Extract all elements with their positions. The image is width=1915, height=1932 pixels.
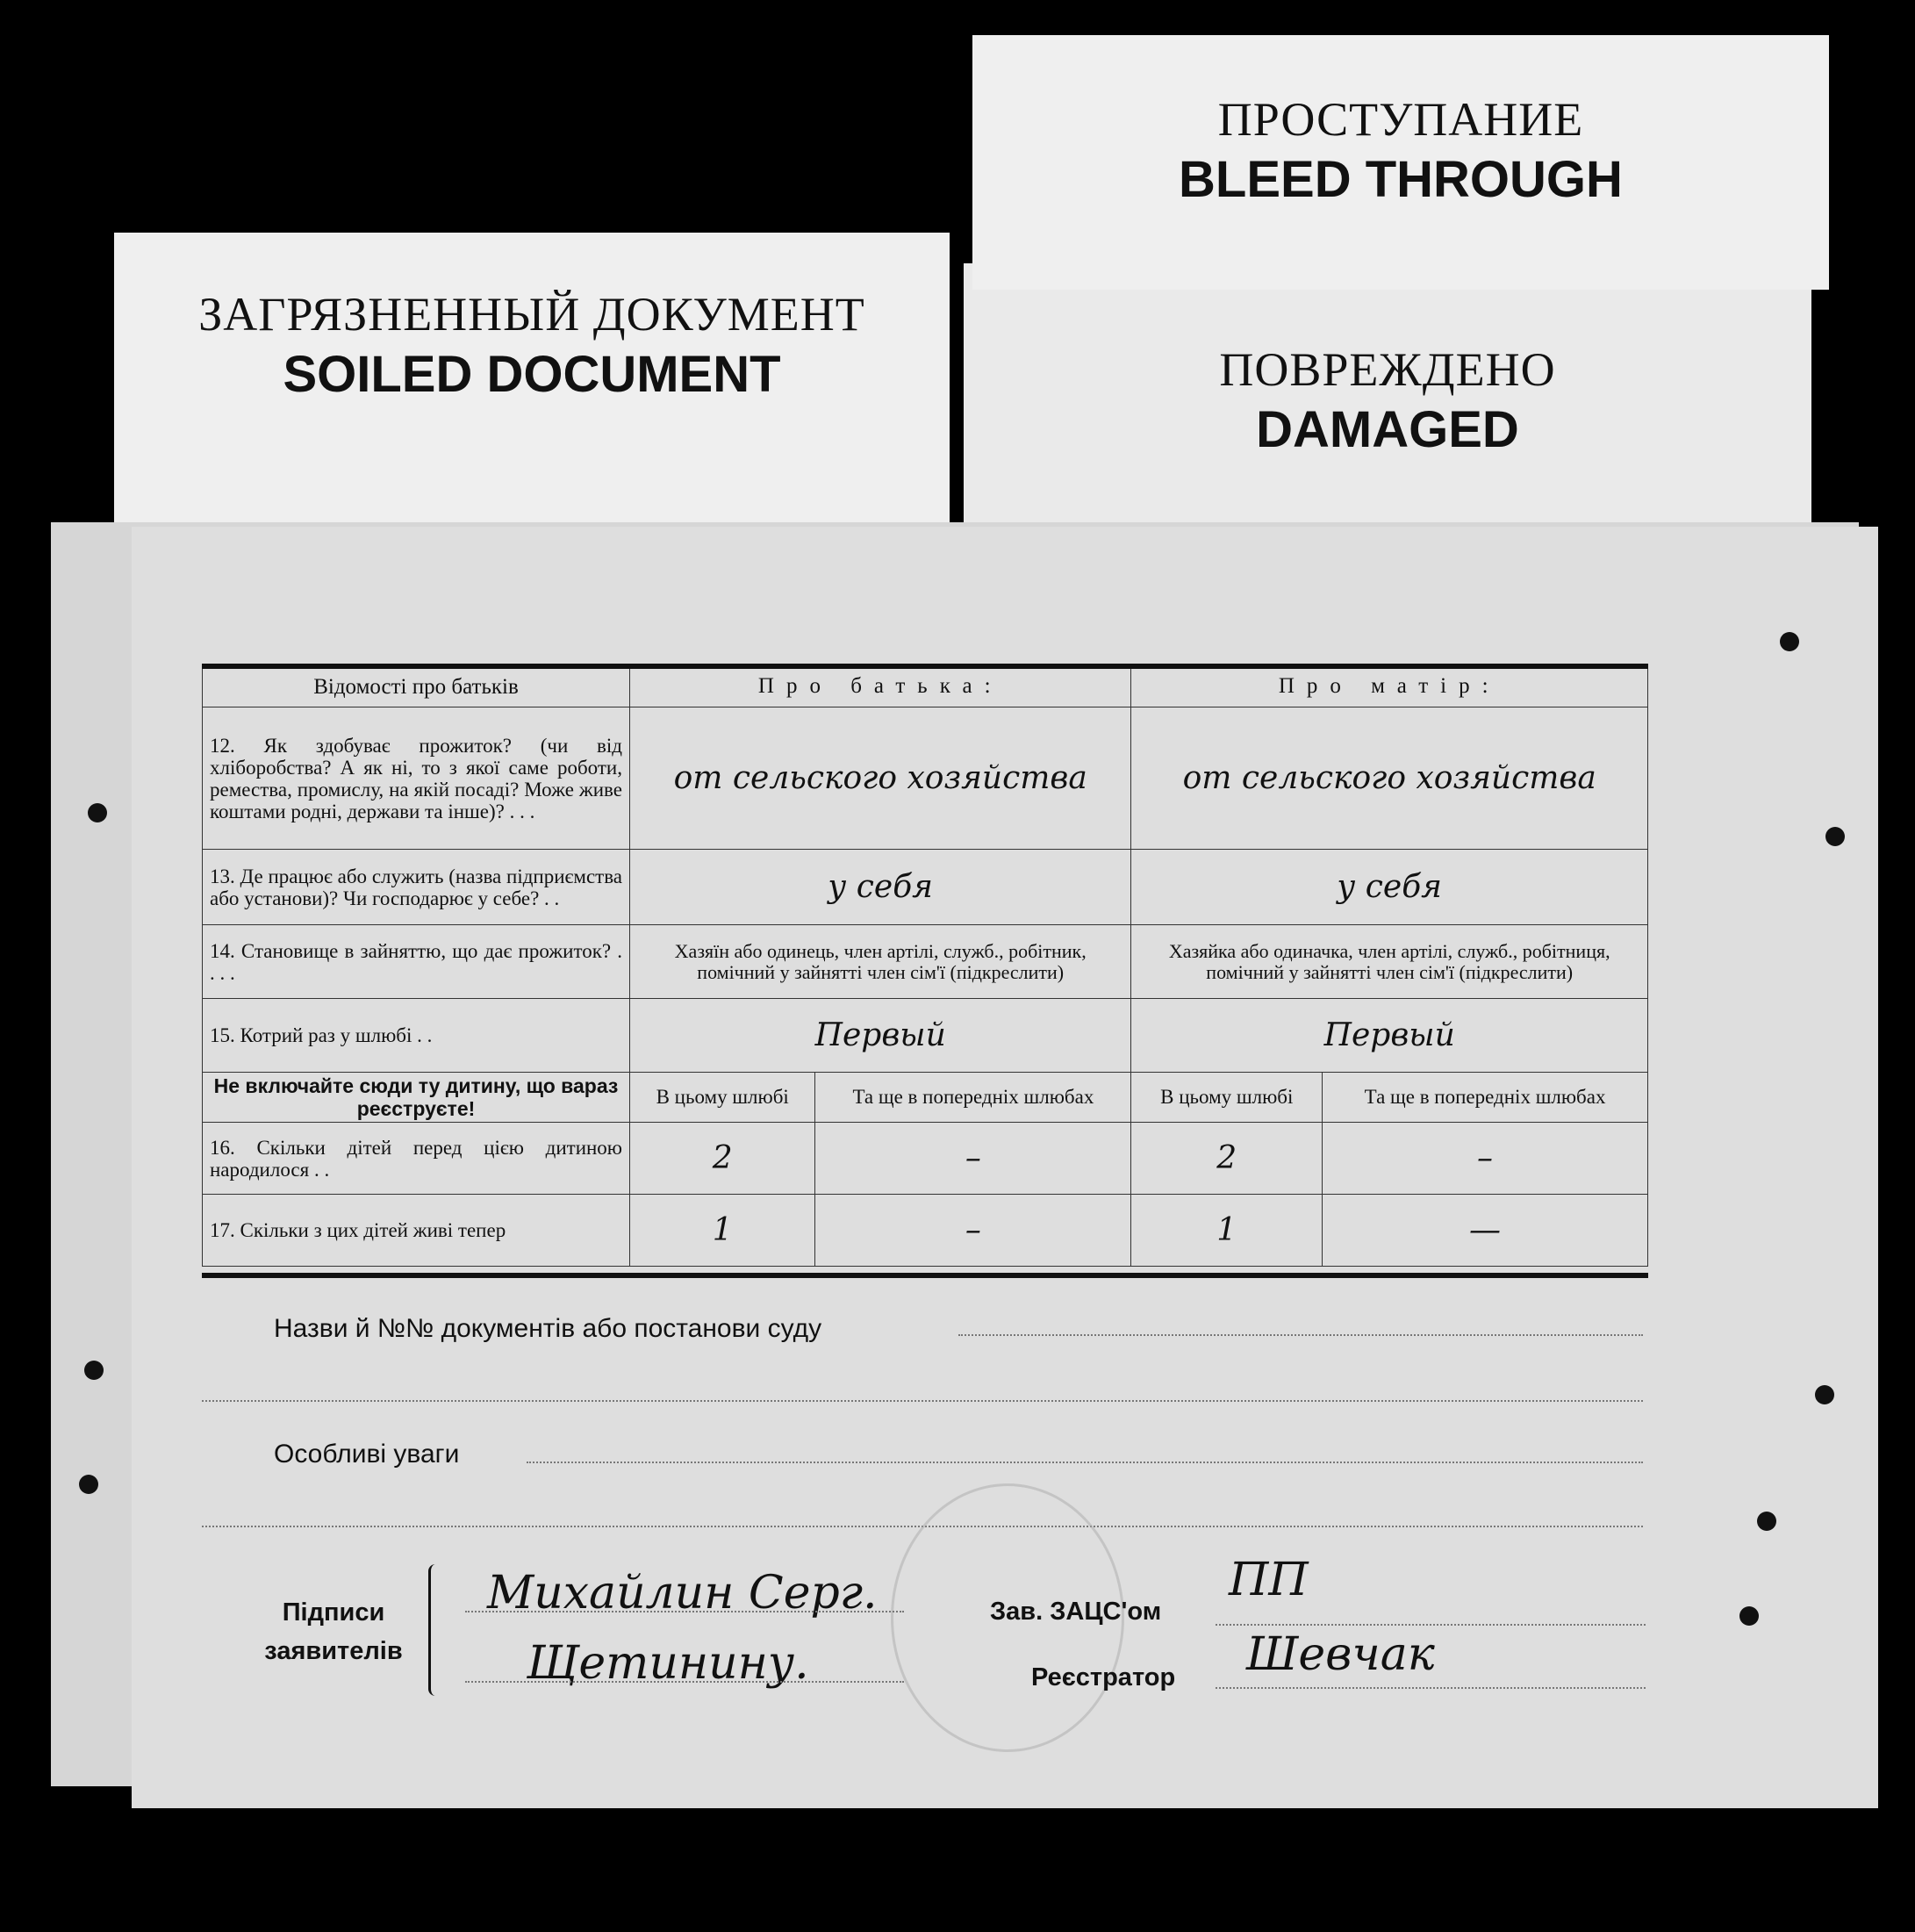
punch-hole — [1739, 1606, 1759, 1626]
table-row-q16 — [203, 1123, 1648, 1195]
bleed-label-ru: ПРОСТУПАНИЕ — [1217, 93, 1584, 146]
table-bottom-rule — [202, 1273, 1648, 1278]
father-livelihood: от сельского хозяйства — [630, 707, 1131, 850]
father-previous-marriages-header: Та ще в попередніх шлюбах — [815, 1073, 1131, 1123]
documents-label: Назви й №№ документів або постанови суду — [274, 1314, 822, 1343]
table-row-q12 — [203, 707, 1648, 850]
mother-children-alive-prev: — — [1323, 1195, 1648, 1267]
question-12: 12. Як здобуває прожиток? (чи від хліборобства? А як ні, то з якої саме роботи, ремества, промислу, на якій посаді? Може живе коштами родні, держави та інше)? . . . — [203, 707, 630, 850]
mother-this-marriage-header: В цьому шлюбі — [1131, 1073, 1323, 1123]
bleed-label-en: BLEED THROUGH — [1179, 151, 1623, 208]
soiled-label-en: SOILED DOCUMENT — [283, 346, 781, 403]
father-workplace: у себя — [630, 850, 1131, 925]
father-marriage-number: Первый — [630, 999, 1131, 1073]
punch-hole — [1757, 1512, 1776, 1531]
header-father: Про батька: — [630, 666, 1131, 707]
mother-marriage-number: Первый — [1131, 999, 1648, 1073]
table-top-rule — [202, 664, 1648, 669]
documents-line-2 — [202, 1400, 1643, 1402]
mother-livelihood: от сельского хозяйства — [1131, 707, 1648, 850]
bleed-through-label — [972, 35, 1829, 290]
notes-label: Особливі уваги — [274, 1440, 460, 1469]
mother-children-born-prev: – — [1323, 1123, 1648, 1195]
applicant-signature-line-2 — [465, 1681, 904, 1683]
notes-line — [527, 1462, 1643, 1463]
punch-hole — [79, 1475, 98, 1494]
table-row-q15 — [203, 999, 1648, 1073]
father-children-born-prev: – — [815, 1123, 1131, 1195]
mother-children-born-this: 2 — [1131, 1123, 1323, 1195]
question-17: 17. Скільки з цих дітей живі тепер — [203, 1195, 630, 1267]
signatures-label: Підписи заявителів — [264, 1598, 403, 1665]
applicant-signature-2: Щетинину. — [527, 1637, 809, 1690]
father-this-marriage-header: В цьому шлюбі — [630, 1073, 815, 1123]
registrar-signature-line — [1216, 1687, 1646, 1689]
mother-workplace: у себя — [1131, 850, 1648, 925]
table-header-row — [203, 666, 1648, 707]
father-occupation-status: Хазяїн або одинець, член артілі, служб., робітник, помічний у зайнятті член сім'ї (підкреслити) — [630, 925, 1131, 999]
registrar-signature: Шевчак — [1246, 1628, 1435, 1681]
damaged-label-ru: ПОВРЕЖДЕНО — [1219, 343, 1556, 396]
head-signature-line — [1216, 1624, 1646, 1626]
signatures-brace — [428, 1564, 443, 1696]
registrar-label: Реєстратор — [1031, 1663, 1176, 1691]
parents-info-form — [202, 665, 1648, 1267]
punch-hole — [1825, 827, 1845, 846]
head-label: Зав. ЗАЦС'ом — [990, 1598, 1162, 1626]
soiled-document-label — [114, 233, 950, 531]
table-row-q17 — [203, 1195, 1648, 1267]
father-children-born-this: 2 — [630, 1123, 815, 1195]
damaged-label — [964, 263, 1811, 553]
mother-children-alive-this: 1 — [1131, 1195, 1323, 1267]
applicant-signature-1: Михайлин Серг. — [487, 1567, 878, 1620]
head-signature: ПП — [1229, 1554, 1309, 1606]
table-row-q13 — [203, 850, 1648, 925]
children-header-row — [203, 1073, 1648, 1123]
header-parents-info: Відомості про батьків — [203, 666, 630, 707]
question-15: 15. Котрий раз у шлюбі . . — [203, 999, 630, 1073]
documents-line — [958, 1334, 1643, 1336]
children-note: Не включайте сюди ту дитину, що вараз реєструєте! — [203, 1073, 630, 1123]
punch-hole — [88, 803, 107, 822]
question-14: 14. Становище в зайняттю, що дає прожиток? . . . . — [203, 925, 630, 999]
punch-hole — [1780, 632, 1799, 651]
applicant-signature-line-1 — [465, 1611, 904, 1612]
question-13: 13. Де працює або служить (назва підприємства або установи)? Чи господарює у себе? . . — [203, 850, 630, 925]
question-16: 16. Скільки дітей перед цією дитиною народилося . . — [203, 1123, 630, 1195]
mother-previous-marriages-header: Та ще в попередніх шлюбах — [1323, 1073, 1648, 1123]
header-mother: Про матір: — [1131, 666, 1648, 707]
soiled-label-ru: ЗАГРЯЗНЕННЫЙ ДОКУМЕНТ — [198, 288, 865, 341]
punch-hole — [1815, 1385, 1834, 1404]
father-children-alive-prev: – — [815, 1195, 1131, 1267]
parents-info-table — [202, 665, 1648, 1267]
father-children-alive-this: 1 — [630, 1195, 815, 1267]
punch-hole — [84, 1361, 104, 1380]
damaged-label-en: DAMAGED — [1256, 401, 1519, 458]
mother-occupation-status: Хазяйка або одиначка, член артілі, служб., робітниця, помічний у зайнятті член сім'ї (підкреслити) — [1131, 925, 1648, 999]
table-row-q14 — [203, 925, 1648, 999]
